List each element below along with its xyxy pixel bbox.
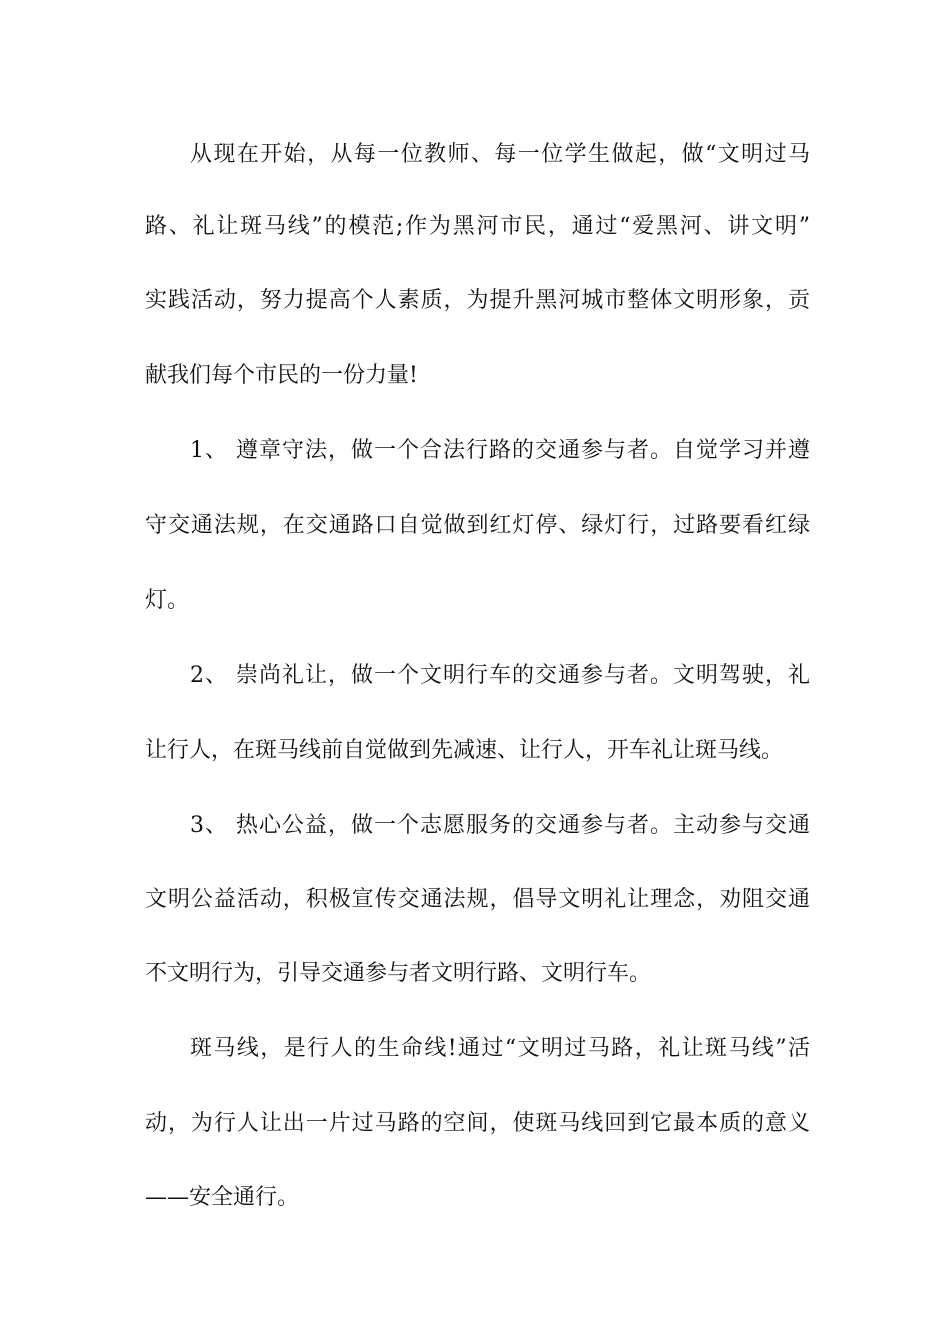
paragraph-4-line-2: 文明公益活动，积极宣传交通法规，倡导文明礼让理念，劝阻交通: [145, 887, 810, 912]
paragraph-5-line-3: ——安全通行。: [145, 1185, 300, 1210]
paragraph-2-line-1: 1、 遵章守法，做一个合法行路的交通参与者。自觉学习并遵: [190, 438, 810, 463]
paragraph-4-line-1: 3、 热心公益，做一个志愿服务的交通参与者。主动参与交通: [190, 813, 810, 838]
paragraph-2-line-3: 灯。: [145, 588, 190, 613]
paragraph-1-line-1: 从现在开始，从每一位教师、每一位学生做起，做“文明过马: [190, 142, 810, 167]
paragraph-3-line-1: 2、 崇尚礼让，做一个文明行车的交通参与者。文明驾驶，礼: [190, 663, 810, 688]
paragraph-1-line-3: 实践活动，努力提高个人素质，为提升黑河城市整体文明形象，贡: [145, 288, 810, 313]
paragraph-4-line-3: 不文明行为，引导交通参与者文明行路、文明行车。: [145, 961, 652, 986]
paragraph-2-line-2: 守交通法规，在交通路口自觉做到红灯停、绿灯行，过路要看红绿: [145, 513, 810, 538]
paragraph-1-line-2: 路、礼让斑马线”的模范;作为黑河市民，通过“爱黑河、讲文明”: [145, 214, 810, 239]
paragraph-5-line-1: 斑马线，是行人的生命线!通过“文明过马路，礼让斑马线”活: [190, 1036, 810, 1061]
paragraph-5-line-2: 动，为行人让出一片过马路的空间，使斑马线回到它最本质的意义: [145, 1111, 810, 1136]
paragraph-3-line-2: 让行人，在斑马线前自觉做到先减速、让行人，开车礼让斑马线。: [145, 738, 784, 763]
paragraph-1-line-4: 献我们每个市民的一份力量!: [145, 363, 418, 388]
